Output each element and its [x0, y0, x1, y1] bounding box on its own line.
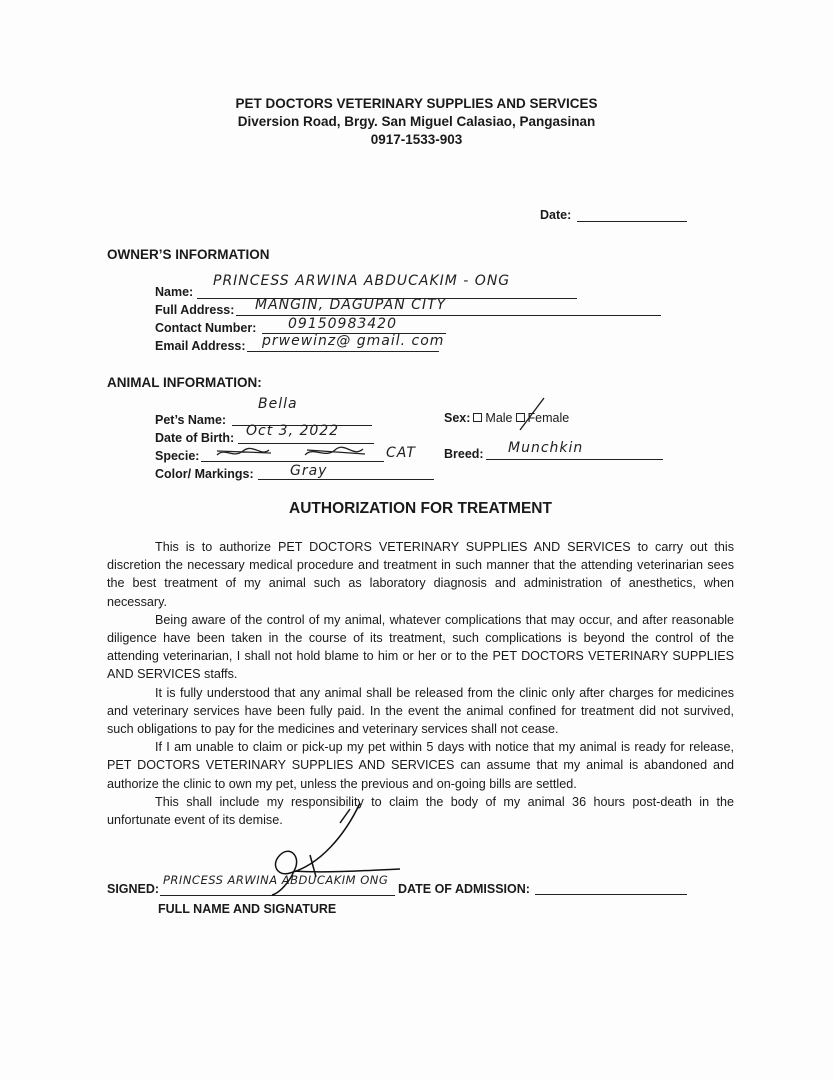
dob-label: Date of Birth:	[155, 431, 235, 445]
paragraph: It is fully understood that any animal shall be released from the clinic only after charges for medicines and veterinary services have been fully paid. In the event the animal confined for treatment did not survived, such obligations to pay for the medicines and veterinary services shall not cease.	[107, 685, 734, 737]
name-value[interactable]: PRINCESS ARWINA ABDUCAKIM - ONG	[213, 273, 511, 289]
contact-label: Contact Number:	[155, 321, 257, 335]
address-value[interactable]: MANGIN, DAGUPAN CITY	[255, 297, 447, 313]
paragraph: This shall include my responsibility to claim the body of my animal 36 hours post-death in the unfortunate event of its demise.	[107, 794, 734, 828]
checkmark-icon	[518, 396, 558, 436]
sex-label: Sex:	[444, 411, 471, 425]
contact-value[interactable]: 09150983420	[288, 316, 397, 332]
email-field-line	[247, 351, 439, 352]
color-value[interactable]: Gray	[290, 463, 328, 479]
pet-name-label: Pet’s Name:	[155, 413, 227, 427]
email-label: Email Address:	[155, 339, 246, 353]
company-phone: 0917-1533-903	[370, 132, 463, 147]
dob-value[interactable]: Oct 3, 2022	[246, 423, 340, 439]
male-option-label: Male	[485, 411, 513, 425]
animal-section-title: ANIMAL INFORMATION:	[107, 375, 262, 390]
owner-section-title: OWNER’S INFORMATION	[107, 247, 270, 262]
pet-name-value[interactable]: Bella	[258, 396, 298, 412]
color-field-line	[258, 479, 434, 480]
breed-value[interactable]: Munchkin	[508, 440, 584, 456]
signed-label: SIGNED:	[107, 882, 160, 896]
color-label: Color/ Markings:	[155, 467, 254, 481]
paragraph: If I am unable to claim or pick-up my pet within 5 days with notice that my animal is ready for release, PET DOCTORS VETERINARY SUPPLIES AND SERVICES can assume that my animal is abandoned and authorize the clinic to own my pet, unless the previous and on-going bills are settled.	[107, 740, 734, 791]
name-label: Name:	[155, 285, 194, 299]
company-address: Diversion Road, Brgy. San Miguel Calasiao, Pangasinan	[237, 114, 596, 129]
male-checkbox[interactable]	[473, 413, 482, 422]
female-option-label: Female	[527, 411, 570, 425]
date-of-admission-field[interactable]	[535, 894, 687, 895]
company-name: PET DOCTORS VETERINARY SUPPLIES AND SERVICES	[235, 96, 598, 111]
handwritten-signature	[250, 795, 410, 905]
authorization-body	[0, 538, 833, 829]
specie-label: Specie:	[155, 449, 200, 463]
breed-label: Breed:	[444, 447, 484, 461]
scribbled-out-text	[215, 443, 375, 463]
date-label: Date:	[540, 208, 572, 222]
letterhead	[0, 95, 833, 149]
email-value[interactable]: prwewinz@ gmail. com	[262, 333, 445, 349]
breed-field-line	[486, 459, 663, 460]
authorization-title: AUTHORIZATION FOR TREATMENT	[289, 500, 552, 517]
signed-value[interactable]: PRINCESS ARWINA ABDUCAKIM ONG	[163, 873, 389, 887]
paragraph: This is to authorize PET DOCTORS VETERINARY SUPPLIES AND SERVICES to carry out this discretion the necessary medical procedure and treatment in such manner that the attending veterinarian sees the best treatment of my animal such as laboratory diagnosis and administration of anesthetics, when necessary.	[107, 540, 734, 609]
full-name-label: FULL NAME AND SIGNATURE	[158, 902, 337, 916]
specie-value[interactable]: CAT	[386, 445, 416, 461]
paragraph: Being aware of the control of my animal, whatever complications that may occur, and after reasonable diligence have been taken in the course of its treatment, such complications is beyond the control of the attending veterinarian, I shall not hold blame to him or her or to the PET DOCTORS VETERINARY SUPPLIES AND SERVICES staffs.	[107, 612, 734, 682]
address-label: Full Address:	[155, 303, 235, 317]
date-of-admission-label: DATE OF ADMISSION:	[398, 882, 530, 896]
date-field[interactable]	[577, 221, 687, 222]
